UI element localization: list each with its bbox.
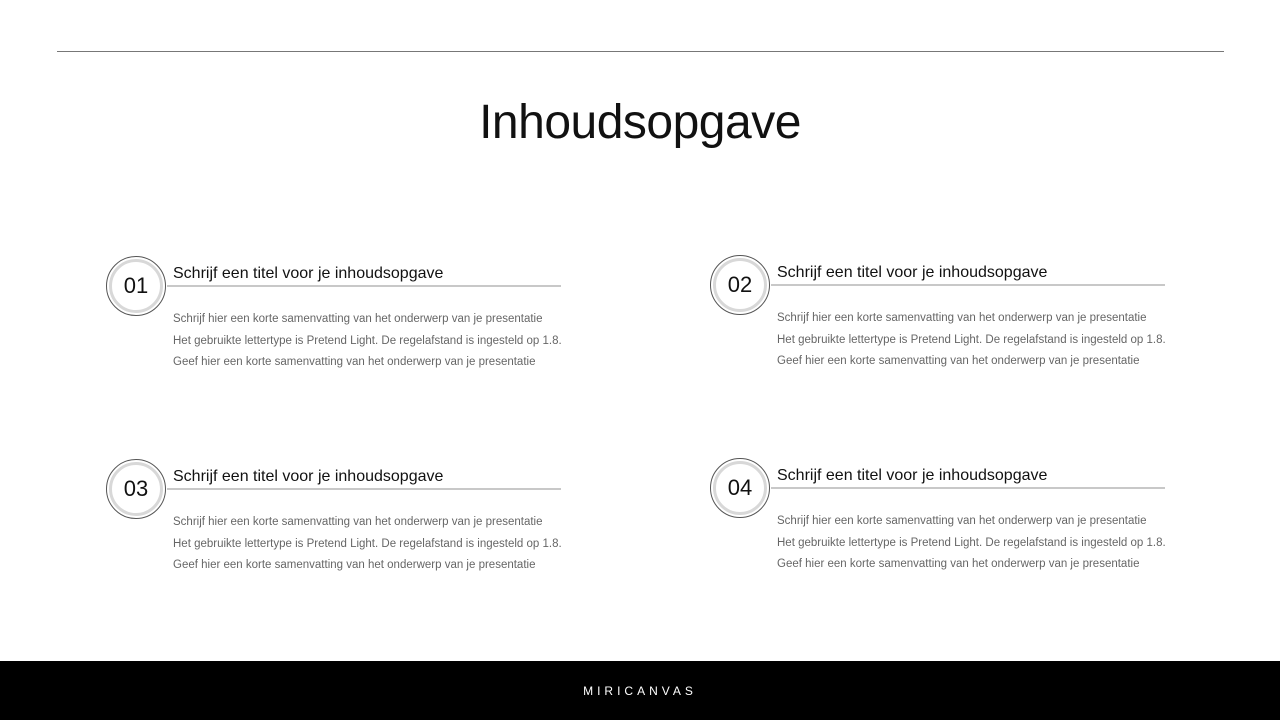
- description-line: Geef hier een korte samenvatting van het onderwerp van je presentatie: [777, 558, 1140, 570]
- description-line: Schrijf hier een korte samenvatting van het onderwerp van je presentatie: [777, 515, 1147, 527]
- item-number: 02: [727, 272, 753, 297]
- number-circle: [710, 458, 770, 518]
- description-line: Schrijf hier een korte samenvatting van het onderwerp van je presentatie: [173, 516, 543, 528]
- toc-item: [705, 453, 1185, 573]
- number-circle: [106, 256, 166, 316]
- description-line: Het gebruikte lettertype is Pretend Light. De regelafstand is ingesteld op 1.8.: [173, 537, 562, 550]
- description-line: Schrijf hier een korte samenvatting van het onderwerp van je presentatie: [777, 312, 1147, 324]
- description-line: Het gebruikte lettertype is Pretend Light. De regelafstand is ingesteld op 1.8.: [777, 333, 1166, 346]
- toc-item: [101, 454, 581, 574]
- title-underline: [167, 285, 561, 287]
- title-underline: [167, 488, 561, 490]
- item-number: 01: [123, 273, 149, 298]
- title-underline: [771, 284, 1165, 286]
- description-line: Het gebruikte lettertype is Pretend Light. De regelafstand is ingesteld op 1.8.: [777, 536, 1166, 549]
- item-description: [173, 309, 562, 374]
- toc-item: [101, 251, 581, 371]
- item-title: Schrijf een titel voor je inhoudsopgave: [173, 468, 444, 485]
- item-description: [777, 308, 1166, 373]
- item-number: 03: [123, 476, 149, 501]
- item-title: Schrijf een titel voor je inhoudsopgave: [777, 264, 1048, 281]
- item-title: Schrijf een titel voor je inhoudsopgave: [777, 467, 1048, 484]
- item-description: [173, 512, 562, 577]
- title-underline: [771, 487, 1165, 489]
- page-title: Inhoudsopgave: [479, 96, 801, 149]
- description-line: Geef hier een korte samenvatting van het onderwerp van je presentatie: [777, 355, 1140, 367]
- number-circle: [710, 255, 770, 315]
- number-circle: [106, 459, 166, 519]
- description-line: Schrijf hier een korte samenvatting van het onderwerp van je presentatie: [173, 313, 543, 325]
- item-title: Schrijf een titel voor je inhoudsopgave: [173, 265, 444, 282]
- description-line: Geef hier een korte samenvatting van het onderwerp van je presentatie: [173, 559, 536, 571]
- item-number: 04: [727, 475, 753, 500]
- top-divider: [57, 51, 1224, 52]
- item-description: [777, 511, 1166, 576]
- description-line: Geef hier een korte samenvatting van het onderwerp van je presentatie: [173, 356, 536, 368]
- toc-item: [705, 250, 1185, 370]
- description-line: Het gebruikte lettertype is Pretend Light. De regelafstand is ingesteld op 1.8.: [173, 334, 562, 347]
- footer-brand: MIRICANVAS: [0, 661, 1280, 720]
